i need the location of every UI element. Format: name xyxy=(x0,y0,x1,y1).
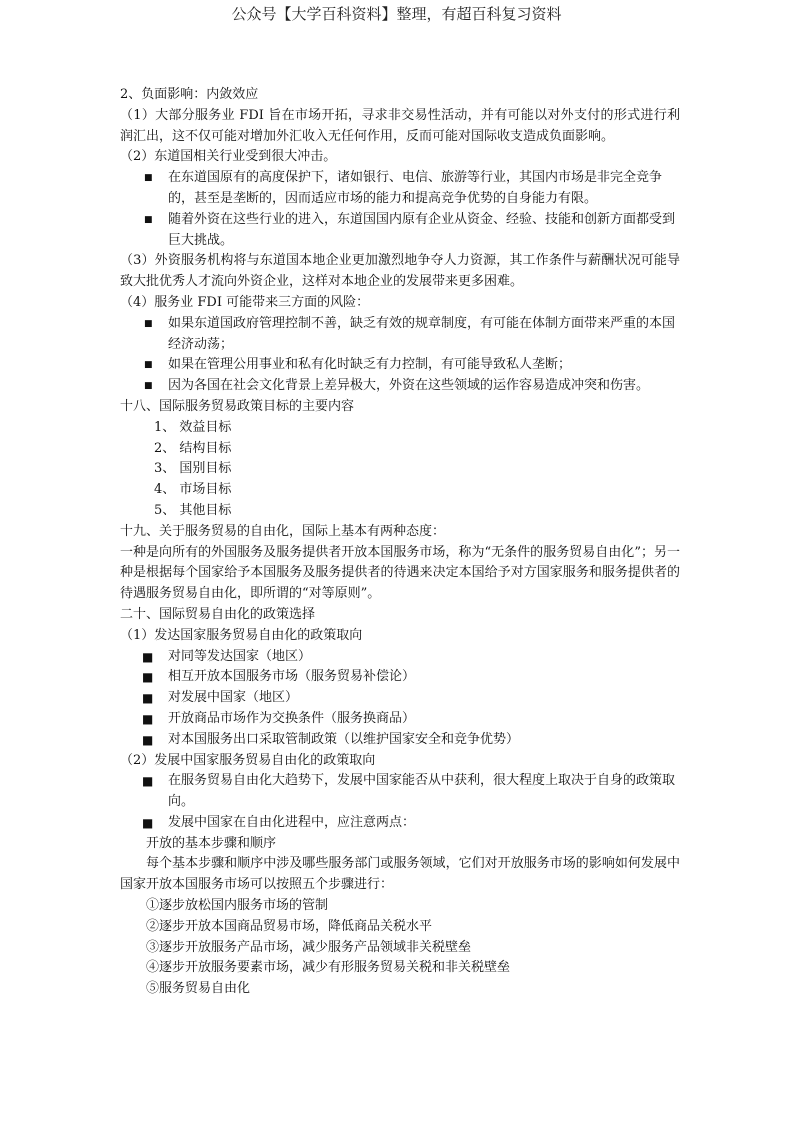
section-18-title: 十八、国际服务贸易政策目标的主要内容 xyxy=(120,398,355,414)
section-19-title: 十九、关于服务贸易的自由化，国际上基本有两种态度： xyxy=(120,523,446,539)
bullet-icon: ■ xyxy=(142,649,154,664)
bullet-text: 对同等发达国家（地区） xyxy=(168,648,312,664)
list-item xyxy=(120,168,680,210)
bullet-text: 如果在管理公用事业和私有化时缺乏有力控制，有可能导致私人垄断； xyxy=(168,357,572,373)
list-item xyxy=(120,314,680,356)
page-header: 公众号【大学百科资料】整理，有超百科复习资料 xyxy=(231,5,562,23)
section-20-subtitle-1: （1）发达国家服务贸易自由化的政策取向 xyxy=(120,627,363,643)
list-item: ⑤服务贸易自由化 xyxy=(146,981,251,997)
list-item: ②逐步开放本国商品贸易市场，降低商品关税水平 xyxy=(146,918,433,934)
list-item xyxy=(120,730,680,751)
list-item: ①逐步放松国内服务市场的管制 xyxy=(146,898,329,914)
bullet-text: 在东道国原有的高度保护下，诸如银行、电信、旅游等行业，其国内市场是非完全竞争的，甚至是垄断的，因而适应市场的能力和提高竞争优势的自身能力有限。 xyxy=(168,170,663,206)
list-item xyxy=(120,813,680,834)
bullet-icon: ■ xyxy=(144,381,153,392)
list-item xyxy=(120,709,680,730)
bullet-text: 相互开放本国服务市场（服务贸易补偿论） xyxy=(168,669,416,685)
bullet-icon: ■ xyxy=(142,732,154,747)
bullet-icon: ■ xyxy=(142,670,154,685)
list-item: ③逐步开放服务产品市场，减少服务产品领域非关税壁垒 xyxy=(146,939,472,955)
list-item xyxy=(120,210,680,252)
bullet-text: 对本国服务出口采取管制政策（以维护国家安全和竞争优势） xyxy=(168,731,520,747)
section-20-title: 二十、国际贸易自由化的政策选择 xyxy=(120,606,316,622)
list-item xyxy=(120,771,680,813)
bullet-icon: ■ xyxy=(144,318,153,329)
bullet-text: 如果东道国政府管理控制不善，缺乏有效的规章制度，有可能在体制方面带来严重的本国经济动荡； xyxy=(168,315,676,352)
paragraph-1: （1）大部分服务业 FDI 旨在市场开拓，寻求非交易性活动，并有可能以对外支付的形式进行利润汇出，这不仅可能对增加外汇收入无任何作用，反而可能对国际收支造成负面影响。 xyxy=(120,107,680,144)
section-20-subtitle-2: （2）发展中国家服务贸易自由化的政策取向 xyxy=(120,752,376,768)
bullet-text: 对发展中国家（地区） xyxy=(168,690,299,706)
list-item xyxy=(120,355,680,376)
section-19-body: 一种是向所有的外国服务及服务提供者开放本国服务市场，称为“无条件的服务贸易自由化”；另一种是根据每个国家给予本国服务及服务提供者的待遇来决定本国给予对方国家服务和服务提供者的待遇服务贸易自由化，即所谓的“对等原则”。 xyxy=(120,544,680,602)
steps-body: 每个基本步骤和顺序中涉及哪些服务部门或服务领域，它们对开放服务市场的影响如何发展中国家开放本国服务市场可以按照五个步骤进行： xyxy=(120,856,680,893)
bullet-icon: ■ xyxy=(142,774,154,789)
document-body xyxy=(120,85,680,1000)
bullet-icon: ■ xyxy=(144,360,153,371)
bullet-icon: ■ xyxy=(144,173,153,184)
list-item: 4、 市场目标 xyxy=(154,482,232,498)
list-item: 2、 结构目标 xyxy=(154,440,232,456)
bullet-text: 在服务贸易自由化大趋势下，发展中国家能否从中获利，很大程度上取决于自身的政策取向。 xyxy=(168,773,676,810)
bullet-icon: ■ xyxy=(142,815,154,830)
list-item xyxy=(120,647,680,668)
steps-title: 开放的基本步骤和顺序 xyxy=(146,835,277,851)
bullet-text: 随着外资在这些行业的进入，东道国国内原有企业从资金、经验、技能和创新方面都受到巨大挑战。 xyxy=(168,211,676,248)
paragraph-4: （4）服务业 FDI 可能带来三方面的风险： xyxy=(120,294,370,310)
list-item: ④逐步开放服务要素市场，减少有形服务贸易关税和非关税壁垒 xyxy=(146,960,511,976)
section-2-title: 2、负面影响：内敛效应 xyxy=(120,87,259,102)
list-item xyxy=(120,688,680,709)
list-item: 5、 其他目标 xyxy=(154,502,232,518)
paragraph-3: （3）外资服务机构将与东道国本地企业更加激烈地争夺人力资源，其工作条件与薪酬状况可能导致大批优秀人才流向外资企业，这样对本地企业的发展带来更多困难。 xyxy=(120,253,680,290)
list-item: 3、 国别目标 xyxy=(154,461,232,477)
bullet-icon: ■ xyxy=(142,691,154,706)
bullet-text: 开放商品市场作为交换条件（服务换商品） xyxy=(168,710,416,726)
bullet-icon: ■ xyxy=(144,214,153,225)
list-item xyxy=(120,667,680,688)
paragraph-2: （2）东道国相关行业受到很大冲击。 xyxy=(120,149,337,165)
list-item: 1、 效益目标 xyxy=(154,419,232,435)
bullet-text: 发展中国家在自由化进程中，应注意两点： xyxy=(168,814,416,830)
bullet-text: 因为各国在社会文化背景上差异极大，外资在这些领域的运作容易造成冲突和伤害。 xyxy=(168,378,650,394)
bullet-icon: ■ xyxy=(142,711,154,726)
list-item xyxy=(120,376,680,397)
